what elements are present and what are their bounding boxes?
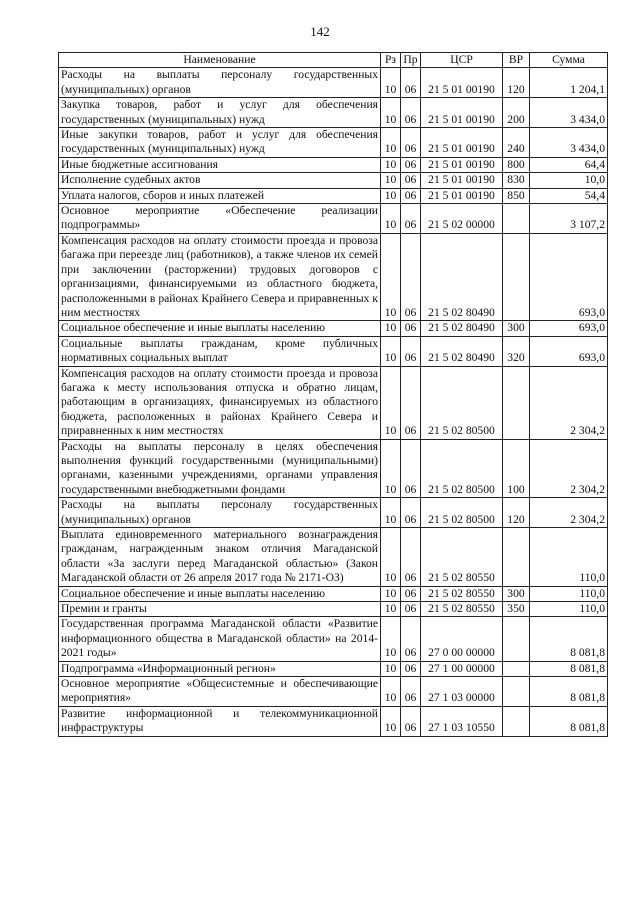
- cell-vr: 830: [503, 173, 530, 188]
- cell-sum: 2 304,2: [530, 366, 608, 439]
- cell-name: Государственная программа Магаданской области «Развитие информационного общества в Магаданской области» на 2014-2021 годы»: [59, 617, 381, 661]
- cell-rz: 10: [381, 617, 401, 661]
- cell-pr: 06: [401, 677, 421, 707]
- cell-csr: 27 1 03 10550: [421, 706, 503, 736]
- table-row: [59, 706, 608, 736]
- cell-name: Выплата единовременного материального вознаграждения гражданам, награжденным знаком отличия Магаданской области «За заслуги перед Магаданской областью» (Закон Магаданской области от 26 апреля 2017 года № 2171-ОЗ): [59, 528, 381, 587]
- cell-pr: 06: [401, 602, 421, 617]
- cell-pr: 06: [401, 68, 421, 98]
- cell-rz: 10: [381, 498, 401, 528]
- table-row: [59, 602, 608, 617]
- cell-pr: 06: [401, 233, 421, 320]
- cell-sum: 110,0: [530, 528, 608, 587]
- cell-name: Уплата налогов, сборов и иных платежей: [59, 188, 381, 203]
- cell-sum: 8 081,8: [530, 617, 608, 661]
- table-row: [59, 661, 608, 676]
- cell-vr: 800: [503, 157, 530, 172]
- cell-rz: 10: [381, 661, 401, 676]
- cell-rz: 10: [381, 128, 401, 158]
- cell-rz: 10: [381, 677, 401, 707]
- cell-csr: 27 1 03 00000: [421, 677, 503, 707]
- table-row: [59, 173, 608, 188]
- cell-rz: 10: [381, 68, 401, 98]
- cell-csr: 21 5 02 80490: [421, 233, 503, 320]
- cell-csr: 21 5 01 00190: [421, 157, 503, 172]
- cell-csr: 21 5 02 80490: [421, 336, 503, 366]
- table-row: [59, 528, 608, 587]
- cell-vr: 120: [503, 68, 530, 98]
- cell-vr: [503, 204, 530, 234]
- cell-sum: 2 304,2: [530, 498, 608, 528]
- cell-pr: 06: [401, 204, 421, 234]
- cell-pr: 06: [401, 128, 421, 158]
- cell-vr: 350: [503, 602, 530, 617]
- cell-csr: 21 5 01 00190: [421, 98, 503, 128]
- table-row: [59, 321, 608, 336]
- table-row: [59, 233, 608, 320]
- cell-csr: 21 5 02 80500: [421, 366, 503, 439]
- cell-sum: 8 081,8: [530, 706, 608, 736]
- cell-name: Закупка товаров, работ и услуг для обеспечения государственных (муниципальных) нужд: [59, 98, 381, 128]
- cell-sum: 3 434,0: [530, 128, 608, 158]
- cell-rz: 10: [381, 98, 401, 128]
- cell-sum: 110,0: [530, 586, 608, 601]
- cell-rz: 10: [381, 173, 401, 188]
- cell-name: Расходы на выплаты персоналу в целях обеспечения выполнения функций государственными (муниципальными) органами, казенными учреждениями, органами управления государственными внебюджетными фондами: [59, 439, 381, 498]
- header-rz: Рз: [381, 53, 401, 68]
- header-pr: Пр: [401, 53, 421, 68]
- cell-sum: 10,0: [530, 173, 608, 188]
- cell-pr: 06: [401, 336, 421, 366]
- cell-name: Подпрограмма «Информационный регион»: [59, 661, 381, 676]
- cell-name: Развитие информационной и телекоммуникационной инфраструктуры: [59, 706, 381, 736]
- cell-sum: 3 107,2: [530, 204, 608, 234]
- cell-name: Иные бюджетные ассигнования: [59, 157, 381, 172]
- cell-csr: 21 5 02 80500: [421, 439, 503, 498]
- table-header-row: [59, 53, 608, 68]
- cell-csr: 21 5 01 00190: [421, 173, 503, 188]
- cell-rz: 10: [381, 602, 401, 617]
- table-row: [59, 586, 608, 601]
- cell-name: Иные закупки товаров, работ и услуг для обеспечения государственных (муниципальных) нужд: [59, 128, 381, 158]
- cell-pr: 06: [401, 157, 421, 172]
- cell-sum: 8 081,8: [530, 661, 608, 676]
- cell-vr: [503, 661, 530, 676]
- cell-pr: 06: [401, 617, 421, 661]
- cell-sum: 110,0: [530, 602, 608, 617]
- cell-rz: 10: [381, 157, 401, 172]
- header-csr: ЦСР: [421, 53, 503, 68]
- cell-csr: 21 5 02 80500: [421, 498, 503, 528]
- cell-name: Премии и гранты: [59, 602, 381, 617]
- cell-vr: 240: [503, 128, 530, 158]
- cell-sum: 693,0: [530, 336, 608, 366]
- table-row: [59, 617, 608, 661]
- cell-pr: 06: [401, 706, 421, 736]
- cell-vr: [503, 706, 530, 736]
- table-row: [59, 157, 608, 172]
- page-number: 142: [310, 24, 330, 39]
- cell-sum: 1 204,1: [530, 68, 608, 98]
- cell-sum: 2 304,2: [530, 439, 608, 498]
- cell-csr: 27 0 00 00000: [421, 617, 503, 661]
- cell-rz: 10: [381, 204, 401, 234]
- cell-rz: 10: [381, 321, 401, 336]
- cell-vr: [503, 528, 530, 587]
- cell-name: Расходы на выплаты персоналу государственных (муниципальных) органов: [59, 498, 381, 528]
- table-row: [59, 188, 608, 203]
- cell-pr: 06: [401, 586, 421, 601]
- cell-vr: [503, 233, 530, 320]
- cell-vr: [503, 677, 530, 707]
- cell-pr: 06: [401, 498, 421, 528]
- cell-vr: 100: [503, 439, 530, 498]
- cell-csr: 21 5 02 00000: [421, 204, 503, 234]
- cell-vr: 300: [503, 586, 530, 601]
- header-name: Наименование: [59, 53, 381, 68]
- cell-pr: 06: [401, 366, 421, 439]
- cell-name: Социальные выплаты гражданам, кроме публичных нормативных социальных выплат: [59, 336, 381, 366]
- table-body: [59, 68, 608, 736]
- cell-rz: 10: [381, 439, 401, 498]
- cell-pr: 06: [401, 188, 421, 203]
- cell-pr: 06: [401, 173, 421, 188]
- cell-csr: 21 5 01 00190: [421, 128, 503, 158]
- cell-csr: 27 1 00 00000: [421, 661, 503, 676]
- cell-pr: 06: [401, 439, 421, 498]
- table-row: [59, 98, 608, 128]
- cell-csr: 21 5 01 00190: [421, 68, 503, 98]
- cell-rz: 10: [381, 706, 401, 736]
- cell-csr: 21 5 02 80550: [421, 528, 503, 587]
- table-row: [59, 68, 608, 98]
- cell-name: Социальное обеспечение и иные выплаты населению: [59, 586, 381, 601]
- table-row: [59, 128, 608, 158]
- table-row: [59, 336, 608, 366]
- cell-vr: 320: [503, 336, 530, 366]
- cell-vr: 850: [503, 188, 530, 203]
- cell-vr: 120: [503, 498, 530, 528]
- cell-name: Исполнение судебных актов: [59, 173, 381, 188]
- cell-pr: 06: [401, 98, 421, 128]
- cell-rz: 10: [381, 366, 401, 439]
- cell-csr: 21 5 01 00190: [421, 188, 503, 203]
- header-vr: ВР: [503, 53, 530, 68]
- cell-sum: 693,0: [530, 321, 608, 336]
- cell-pr: 06: [401, 528, 421, 587]
- table-row: [59, 204, 608, 234]
- cell-sum: 64,4: [530, 157, 608, 172]
- cell-sum: 3 434,0: [530, 98, 608, 128]
- cell-name: Расходы на выплаты персоналу государственных (муниципальных) органов: [59, 68, 381, 98]
- table-row: [59, 677, 608, 707]
- cell-pr: 06: [401, 661, 421, 676]
- cell-name: Социальное обеспечение и иные выплаты населению: [59, 321, 381, 336]
- header-sum: Сумма: [530, 53, 608, 68]
- cell-csr: 21 5 02 80490: [421, 321, 503, 336]
- cell-name: Компенсация расходов на оплату стоимости проезда и провоза багажа при переезде лиц (работников), а также членов их семей при заключении (расторжении) трудовых договоров с организациями, финансируемыми из областного бюджета, расположенными в районах Крайнего Севера и приравненных к ним местностях: [59, 233, 381, 320]
- cell-vr: 200: [503, 98, 530, 128]
- cell-pr: 06: [401, 321, 421, 336]
- cell-sum: 8 081,8: [530, 677, 608, 707]
- cell-name: Компенсация расходов на оплату стоимости проезда и провоза багажа к месту использования отпуска и обратно лицам, работающим в организациях, финансируемых из областного бюджета, расположенных в районах Крайнего Севера и приравненных к ним местностях: [59, 366, 381, 439]
- table-row: [59, 366, 608, 439]
- cell-name: Основное мероприятие «Общесистемные и обеспечивающие мероприятия»: [59, 677, 381, 707]
- cell-csr: 21 5 02 80550: [421, 602, 503, 617]
- cell-csr: 21 5 02 80550: [421, 586, 503, 601]
- cell-vr: [503, 617, 530, 661]
- cell-vr: [503, 366, 530, 439]
- cell-sum: 693,0: [530, 233, 608, 320]
- cell-rz: 10: [381, 188, 401, 203]
- cell-rz: 10: [381, 528, 401, 587]
- cell-rz: 10: [381, 336, 401, 366]
- cell-rz: 10: [381, 586, 401, 601]
- cell-name: Основное мероприятие «Обеспечение реализации подпрограммы»: [59, 204, 381, 234]
- budget-table: [58, 52, 608, 737]
- cell-vr: 300: [503, 321, 530, 336]
- table-row: [59, 439, 608, 498]
- cell-rz: 10: [381, 233, 401, 320]
- cell-sum: 54,4: [530, 188, 608, 203]
- table-row: [59, 498, 608, 528]
